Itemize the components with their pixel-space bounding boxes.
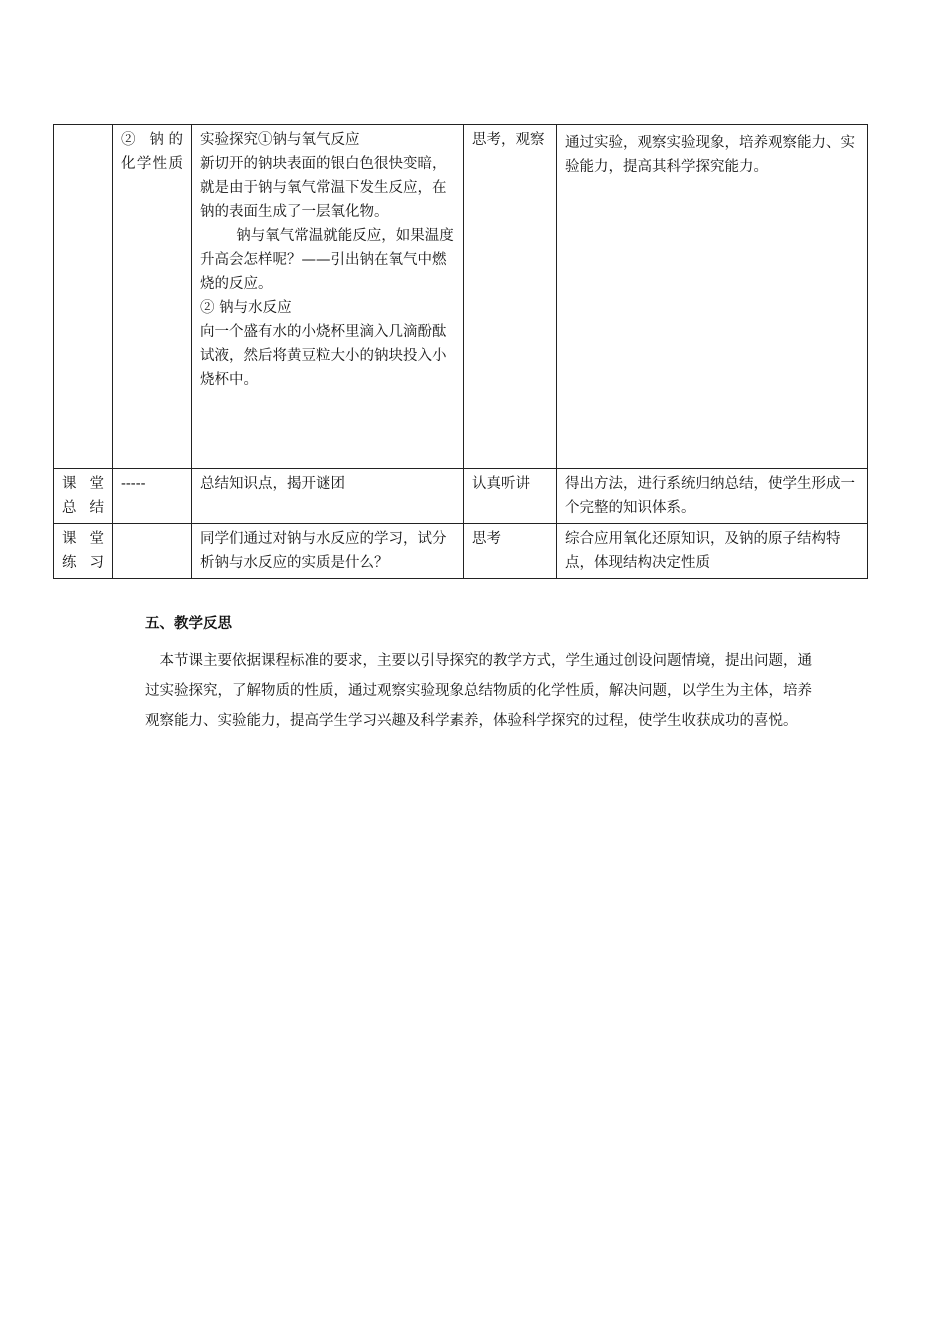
teacher-activity-cell: 总结知识点，揭开谜团 xyxy=(192,469,464,524)
experiment-text: 向一个盛有水的小烧杯里滴入几滴酚酞试液，然后将黄豆粒大小的钠块投入小烧杯中。 xyxy=(200,324,447,388)
teacher-activity-cell xyxy=(192,125,464,469)
design-intent-cell: 通过实验，观察实验现象，培养观察能力、实验能力，提高其科学探究能力。 xyxy=(557,125,868,469)
design-intent-cell: 综合应用氧化还原知识，及钠的原子结构特点，体现结构决定性质 xyxy=(557,524,868,579)
experiment-text: 钠与氧气常温就能反应，如果温度升高会怎样呢？——引出钠在氧气中燃烧的反应。 xyxy=(200,228,454,292)
table-row xyxy=(54,524,868,579)
lesson-plan-table xyxy=(53,124,868,579)
stage-cell: 课堂练习 xyxy=(54,524,113,579)
experiment-heading: 实验探究①钠与氧气反应 xyxy=(200,132,360,148)
student-activity-cell: 认真听讲 xyxy=(464,469,557,524)
table-row xyxy=(54,469,868,524)
experiment-heading: ② 钠与水反应 xyxy=(200,300,292,316)
section-title: 五、教学反思 xyxy=(145,616,232,632)
reflection-section xyxy=(145,612,825,736)
teacher-activity-cell: 同学们通过对钠与水反应的学习，试分析钠与水反应的实质是什么？ xyxy=(192,524,464,579)
stage-cell xyxy=(54,125,113,469)
student-activity-cell: 思考 xyxy=(464,524,557,579)
content-cell: ② 钠的化学性质 xyxy=(113,125,192,469)
content-cell xyxy=(113,524,192,579)
content-cell: ----- xyxy=(113,469,192,524)
student-activity-cell: 思考，观察 xyxy=(464,125,557,469)
stage-cell: 课堂总结 xyxy=(54,469,113,524)
table-row xyxy=(54,125,868,469)
experiment-text: 新切开的钠块表面的银白色很快变暗，就是由于钠与氧气常温下发生反应，在钠的表面生成了一层氧化物。 xyxy=(200,156,447,220)
design-intent-cell: 得出方法，进行系统归纳总结，使学生形成一个完整的知识体系。 xyxy=(557,469,868,524)
reflection-body: 本节课主要依据课程标准的要求，主要以引导探究的教学方式，学生通过创设问题情境，提出问题，通过实验探究，了解物质的性质，通过观察实验现象总结物质的化学性质，解决问题，以学生为主体，培养观察能力、实验能力，提高学生学习兴趣及科学素养，体验科学探究的过程，使学生收获成功的喜悦。 xyxy=(145,653,812,729)
